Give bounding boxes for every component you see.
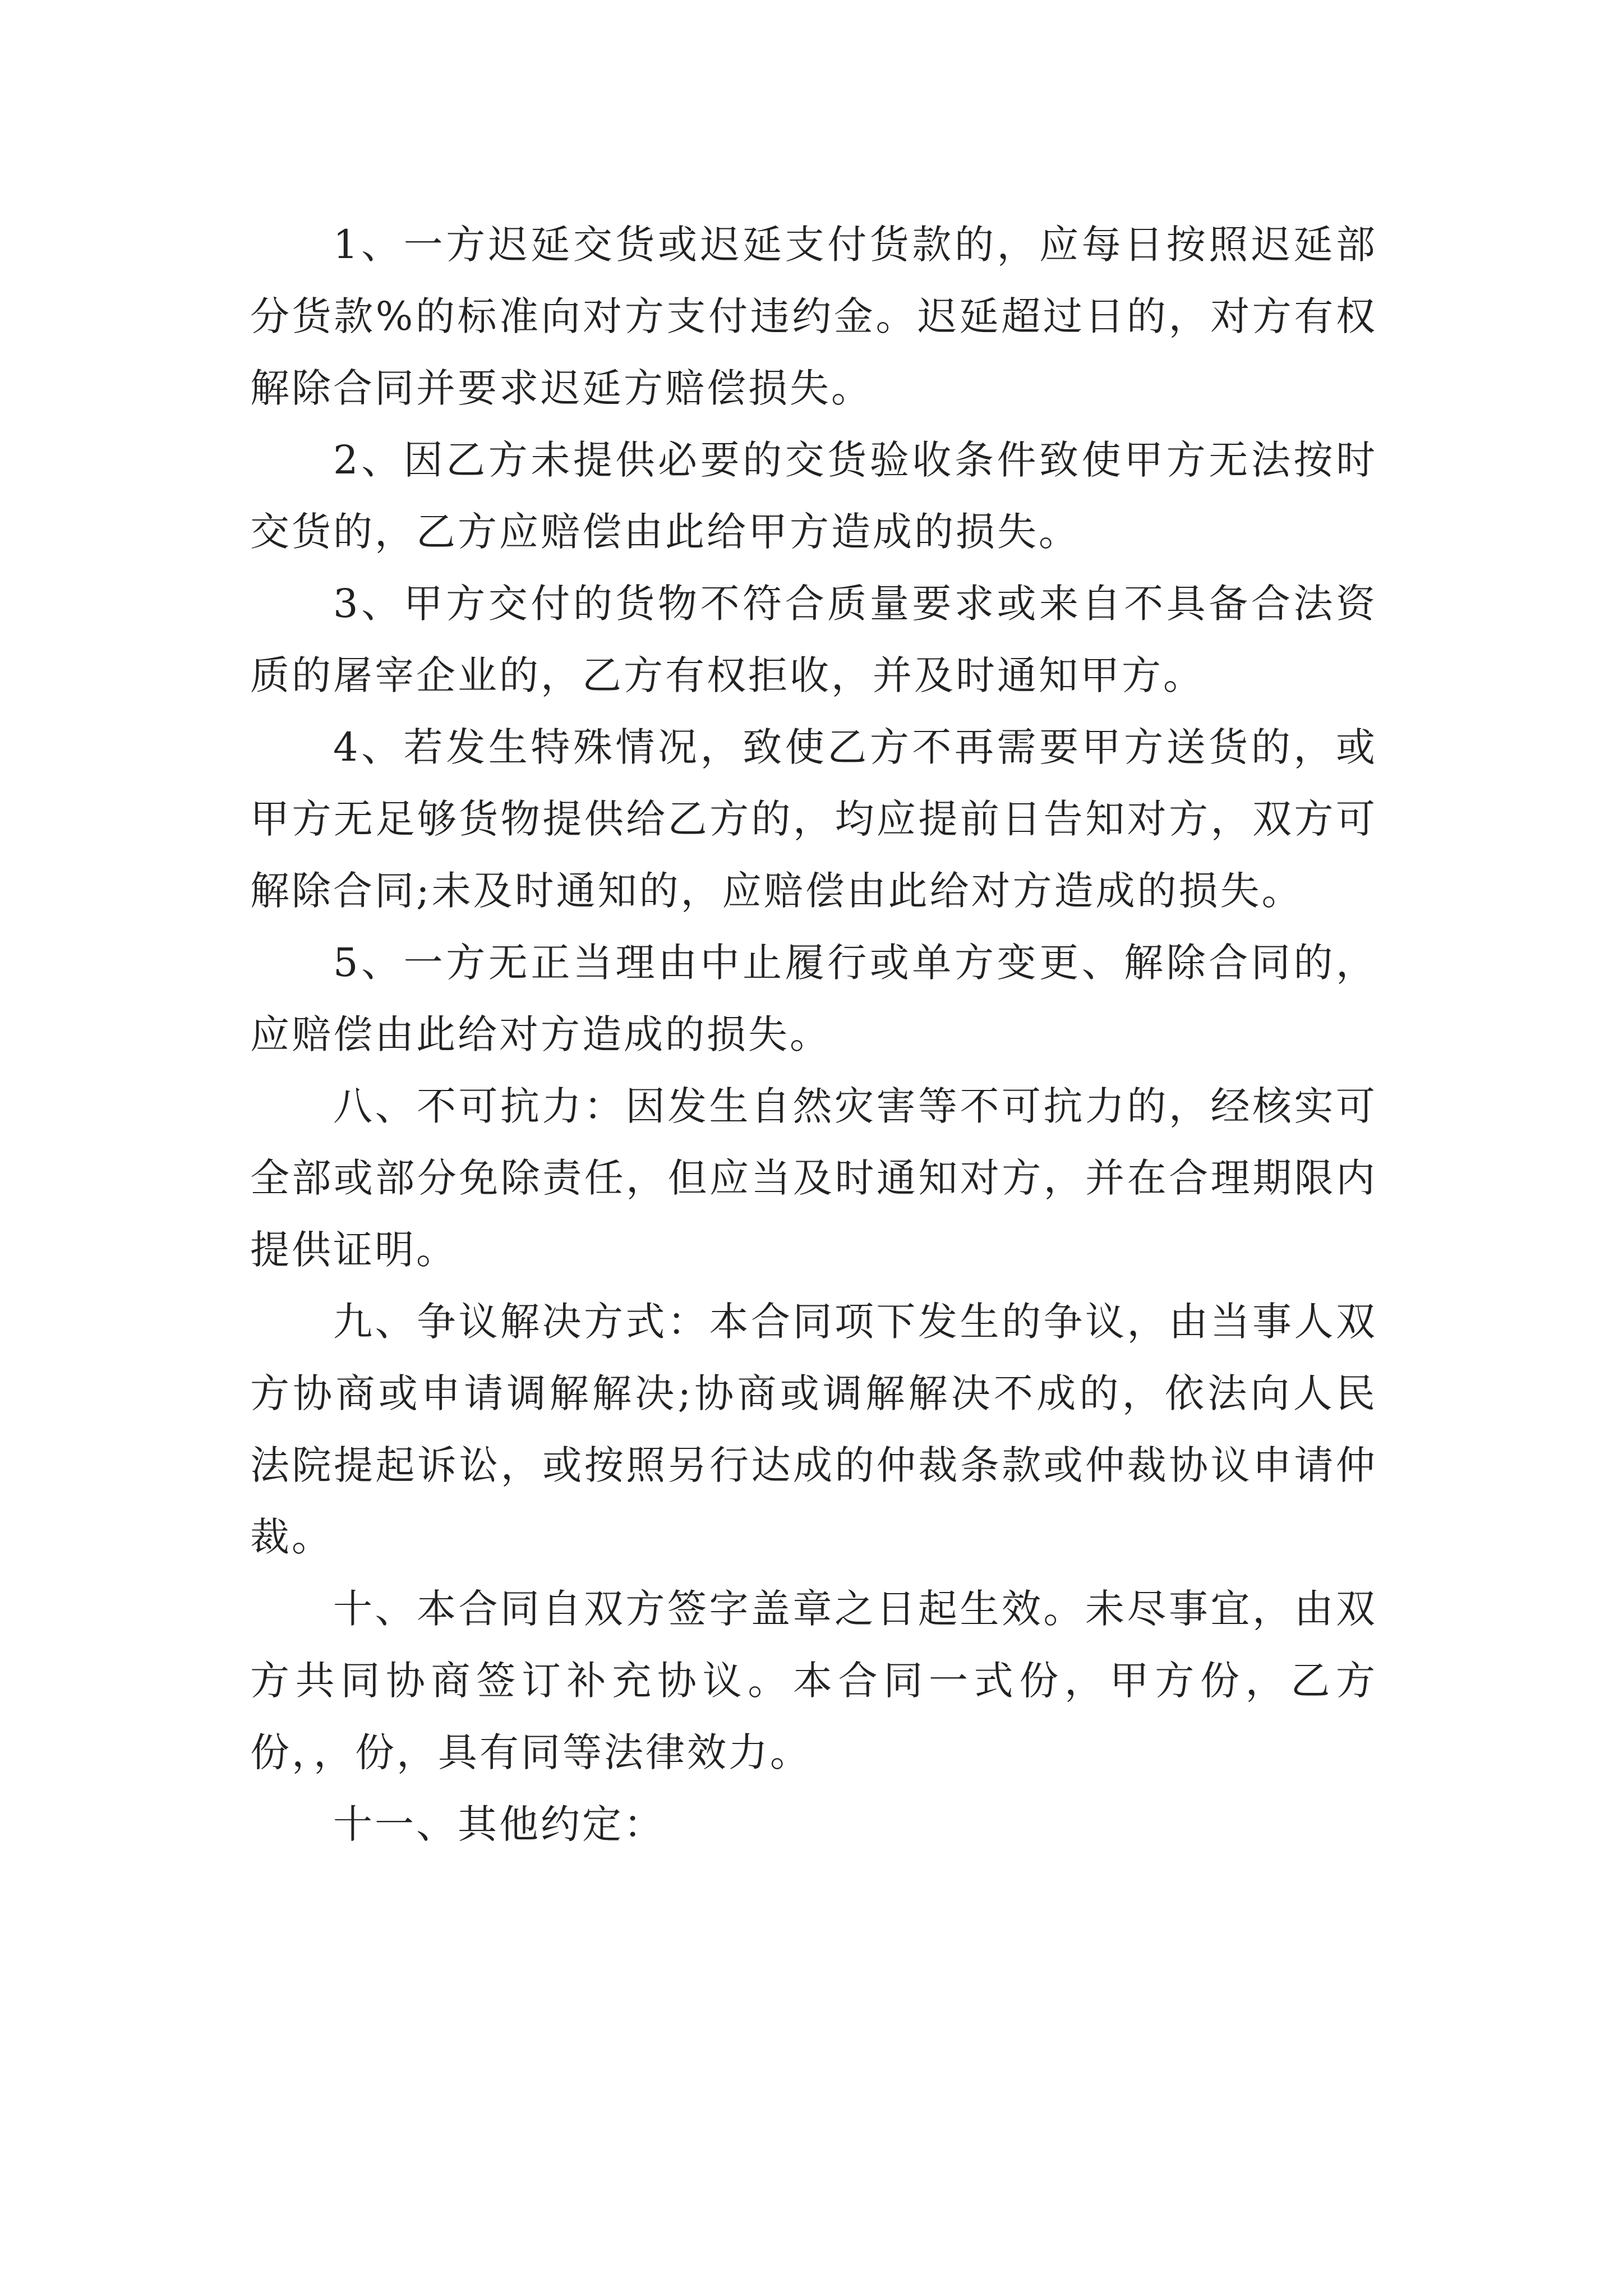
clause-quality-rejection: 3、甲方交付的货物不符合质量要求或来自不具备合法资质的屠宰企业的，乙方有权拒收，并及时通知甲方。 [250,581,1377,698]
section-force-majeure: 八、不可抗力：因发生自然灾害等不可抗力的，经核实可全部或部分免除责任，但应当及时通知对方，并在合理期限内提供证明。 [250,1083,1377,1273]
clause-acceptance-conditions: 2、因乙方未提供必要的交货验收条件致使甲方无法按时交货的，乙方应赔偿由此给甲方造成的损失。 [250,437,1377,555]
section-other-agreements: 十一、其他约定： [333,1801,665,1847]
section-dispute-resolution: 九、争议解决方式：本合同项下发生的争议，由当事人双方协商或申请调解解决;协商或调解解决不成的，依法向人民法院提起诉讼，或按照另行达成的仲裁条款或仲裁协议申请仲裁。 [250,1299,1377,1560]
clause-unilateral-termination: 5、一方无正当理由中止履行或单方变更、解除合同的，应赔偿由此给对方造成的损失。 [250,940,1377,1057]
contract-body [250,209,1377,1860]
section-effectiveness: 十、本合同自双方签字盖章之日起生效。未尽事宜，由双方共同协商签订补充协议。本合同一式份，甲方份，乙方份，，份，具有同等法律效力。 [250,1586,1377,1775]
clause-penalty-delay: 1、一方迟延交货或迟延支付货款的，应每日按照迟延部分货款%的标准向对方支付违约金。迟延超过日的，对方有权解除合同并要求迟延方赔偿损失。 [250,222,1377,411]
clause-special-circumstances: 4、若发生特殊情况，致使乙方不再需要甲方送货的，或甲方无足够货物提供给乙方的，均应提前日告知对方，双方可解除合同;未及时通知的，应赔偿由此给对方造成的损失。 [250,724,1377,914]
